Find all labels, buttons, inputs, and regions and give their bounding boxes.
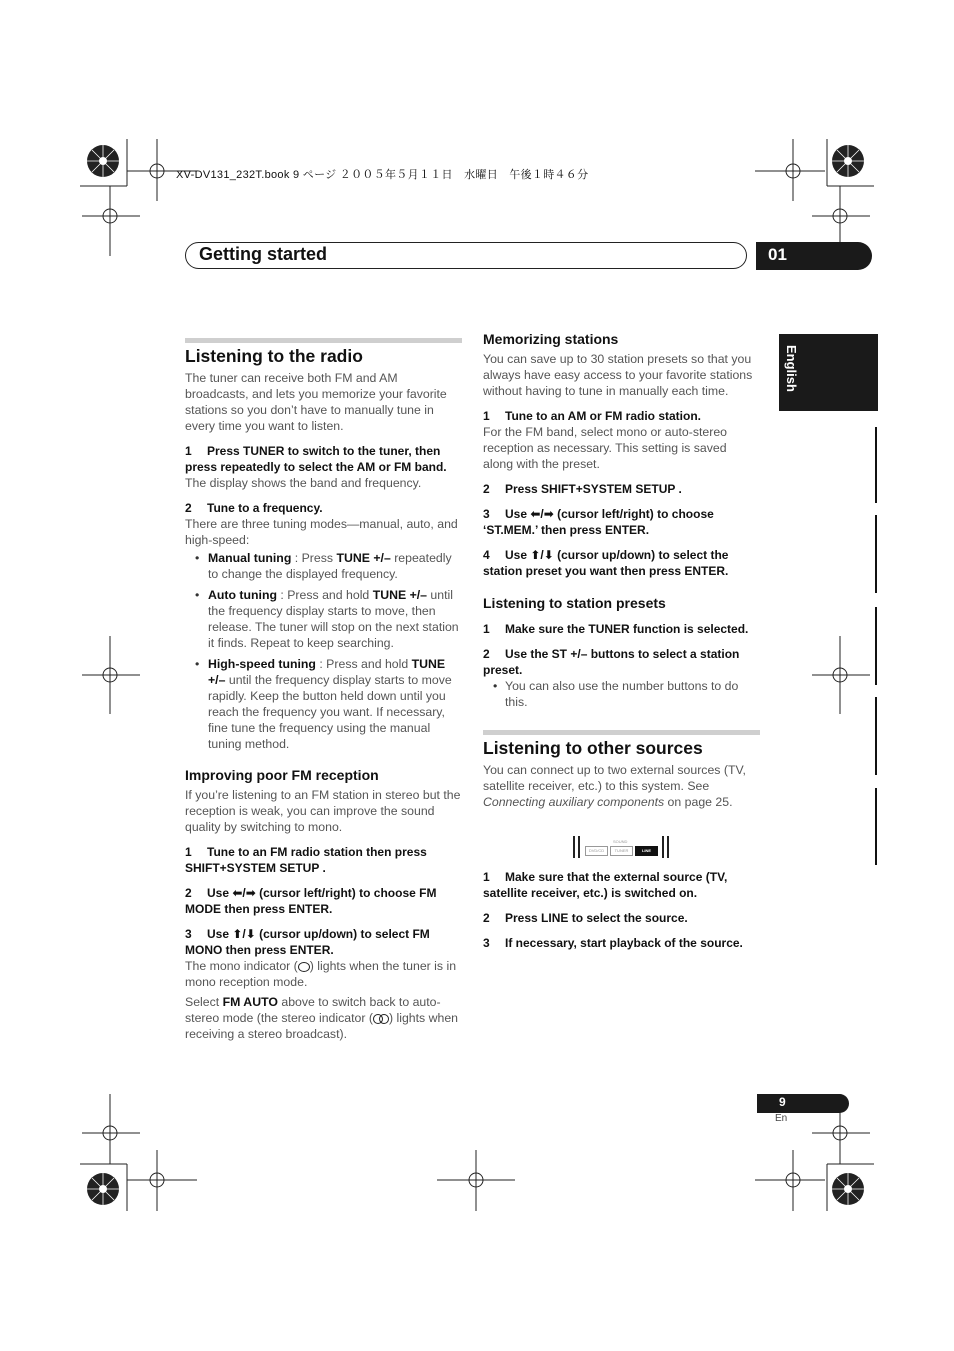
- radio-step-2-note: There are three tuning modes—manual, auto, and high-speed:: [185, 517, 458, 547]
- page-language: En: [775, 1113, 788, 1124]
- radio-step-2: 2 Tune to a frequency.: [185, 501, 323, 515]
- section-radio: [185, 338, 462, 367]
- side-edge-line: [875, 788, 877, 865]
- section-other-sources: [483, 730, 760, 759]
- fm-auto-note: Select FM AUTO above to switch back to auto-stereo mode (the stereo indicator ( ) lights when receiving a stereo broadcast).: [185, 995, 459, 1041]
- section-title: Listening to the radio: [185, 346, 363, 366]
- side-edge-line: [875, 607, 877, 685]
- language-label: English: [784, 345, 799, 392]
- side-edge-line: [875, 697, 877, 775]
- radio-step-1-note: The display shows the band and frequency.: [185, 476, 422, 490]
- list-item: • Auto tuning : Press and hold TUNE +/– until the frequency display starts to move, then release. The tuner will stop on the next station it finds. Repeat to keep searching.: [208, 587, 462, 651]
- memorize-step-1: 1 Tune to an AM or FM radio station.: [483, 409, 701, 423]
- section-title: Listening to station presets: [483, 595, 666, 611]
- section-title: Listening to other sources: [483, 738, 703, 758]
- other-step-1: 1 Make sure that the external source (TV, satellite receiver, etc.) is switched on.: [483, 870, 728, 900]
- page-number-badge: [757, 1094, 849, 1113]
- memorize-step-4: 4 Use ⬆/⬇ (cursor up/down) to select the station preset you want then press ENTER.: [483, 548, 729, 578]
- remote-button-tuner: TUNER: [610, 846, 633, 856]
- fm-step-3: 3 Use ⬆/⬇ (cursor up/down) to select FM MONO then press ENTER.: [185, 927, 430, 957]
- remote-label: SOUND: [613, 839, 628, 844]
- right-column: [483, 330, 760, 810]
- side-edge-line: [875, 515, 877, 593]
- page-title: Getting started: [199, 244, 328, 264]
- memorize-intro: You can save up to 30 station presets so that you always have easy access to your favorite stations without having to tune in manually each time.: [483, 352, 753, 398]
- page-number: 9: [779, 1095, 786, 1109]
- presets-step-2: 2 Use the ST +/– buttons to select a station preset.: [483, 647, 740, 677]
- list-item: • Manual tuning : Press TUNE +/– repeatedly to change the displayed frequency.: [208, 550, 462, 582]
- file-info-line: XV-DV131_232T.book 9 ページ ２００５年５月１１日 水曜日 午後１時４６分: [176, 169, 589, 181]
- left-column: [185, 338, 462, 1042]
- list-item: • High-speed tuning : Press and hold TUNE +/– until the frequency display starts to move rapidly. Keep the button held down until you reach the frequency you want. If necessary, fine tune the frequency using the manual tuning method.: [208, 656, 462, 752]
- fm-step-2: 2 Use ⬅/➡ (cursor left/right) to choose FM MODE then press ENTER.: [185, 886, 437, 916]
- other-steps: [483, 869, 760, 951]
- mono-indicator-icon: [298, 962, 310, 972]
- other-intro: You can connect up to two external sources (TV, satellite receiver, etc.) to this system. See Connecting auxiliary components on page 25.: [483, 763, 746, 809]
- radio-step-1: 1 Press TUNER to switch to the tuner, then press repeatedly to select the AM or FM band.: [185, 444, 447, 474]
- other-step-2: 2 Press LINE to select the source.: [483, 911, 688, 925]
- remote-button-dvd: DVD/CD: [585, 846, 608, 856]
- remote-button-line: LINE: [635, 846, 658, 856]
- remote-illustration: [573, 834, 683, 860]
- memorize-step-1-note: For the FM band, select mono or auto-stereo reception as necessary. This setting is saved along with the preset.: [483, 425, 728, 471]
- presets-note: • You can also use the number buttons to do this.: [483, 678, 760, 710]
- side-edge-line: [875, 427, 877, 503]
- section-title: Improving poor FM reception: [185, 767, 379, 783]
- fm-step-1: 1 Tune to an FM radio station then press SHIFT+SYSTEM SETUP .: [185, 845, 427, 875]
- stereo-indicator-icon: [373, 1014, 389, 1024]
- radio-intro: The tuner can receive both FM and AM broadcasts, and lets you memorize your favorite stations so you don’t have to manually tune in every time you want to listen.: [185, 371, 447, 433]
- tuning-modes-list: [185, 550, 462, 752]
- chapter-number: 01: [768, 245, 787, 264]
- presets-step-1: 1 Make sure the TUNER function is selected.: [483, 622, 749, 636]
- fm-intro: If you’re listening to an FM station in stereo but the reception is weak, you can improve the sound quality by switching to mono.: [185, 788, 461, 834]
- memorize-step-2: 2 Press SHIFT+SYSTEM SETUP .: [483, 482, 682, 496]
- other-step-3: 3 If necessary, start playback of the source.: [483, 936, 743, 950]
- memorize-step-3: 3 Use ⬅/➡ (cursor left/right) to choose ‘ST.MEM.’ then press ENTER.: [483, 507, 714, 537]
- fm-mono-note: The mono indicator ( ) lights when the tuner is in mono reception mode.: [185, 959, 457, 989]
- section-title: Memorizing stations: [483, 331, 619, 347]
